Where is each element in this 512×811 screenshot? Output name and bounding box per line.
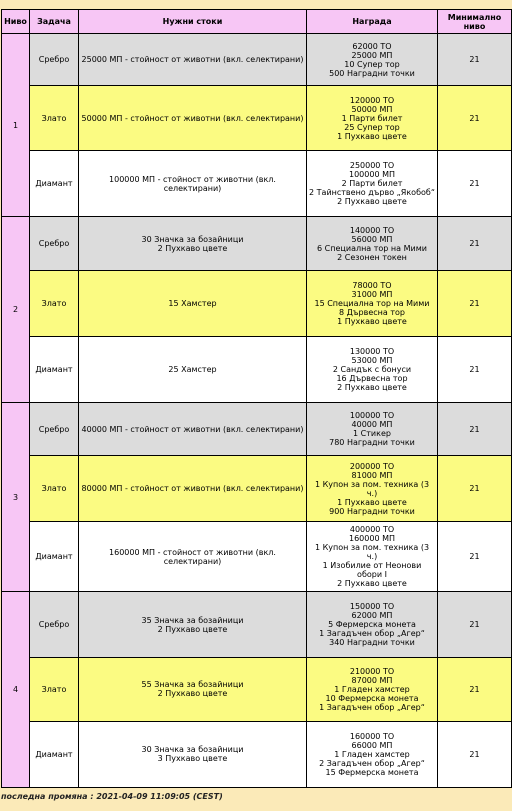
reward-line: 2 Сезонен токен: [337, 252, 407, 262]
reward-cell: [307, 34, 438, 86]
reward-cell: [307, 657, 438, 721]
reward-line: 160000 ТО: [349, 731, 395, 741]
header-min-level: Минимално ниво: [438, 10, 512, 34]
goods-line: 2 Пухкаво цвете: [157, 689, 228, 699]
reward-line: 1 Купон за пом. техника (3 ч.): [314, 479, 430, 498]
task-cell: Сребро: [30, 217, 79, 270]
reward-line: 31000 МП: [351, 289, 393, 299]
reward-line: 25000 МП: [351, 50, 393, 60]
header-goods: Нужни стоки: [79, 10, 307, 34]
reward-line: 1 Пухкаво цвете: [337, 497, 407, 507]
reward-line: 1 Стикер: [353, 429, 391, 439]
task-cell: Злато: [30, 657, 79, 721]
header-row: [2, 10, 512, 34]
goods-cell: [79, 34, 307, 86]
reward-line: 1 Парти билет: [341, 113, 403, 123]
goods-line: 55 Значка за бозайници: [141, 680, 244, 690]
task-cell: Злато: [30, 86, 79, 151]
reward-line: 340 Наградни точки: [329, 638, 415, 648]
reward-line: 900 Наградни точки: [329, 506, 415, 516]
table-row: [2, 592, 512, 657]
task-cell: Злато: [30, 270, 79, 336]
reward-line: 62000 МП: [351, 611, 393, 621]
reward-line: 1 Загадъчен обор „Агер“: [319, 629, 425, 639]
goods-line: 80000 МП - стойност от животни (вкл. селектирани): [81, 484, 304, 494]
goods-cell: [79, 657, 307, 721]
header-level: Ниво: [2, 10, 30, 34]
level-cell: 2: [2, 217, 30, 402]
quest-table: [1, 9, 512, 788]
min-level-cell: 21: [438, 456, 512, 522]
task-cell: Диамант: [30, 336, 79, 402]
min-level-cell: 21: [438, 721, 512, 787]
reward-line: 87000 МП: [351, 675, 393, 685]
goods-line: 30 Значка за бозайници: [141, 745, 244, 755]
table-row: [2, 721, 512, 787]
table-row: [2, 402, 512, 455]
goods-cell: [79, 217, 307, 270]
reward-line: 2 Пухкаво цвете: [337, 197, 407, 207]
table-row: [2, 456, 512, 522]
reward-line: 81000 МП: [351, 470, 393, 480]
table-row: [2, 34, 512, 86]
reward-cell: [307, 270, 438, 336]
table-body: [2, 34, 512, 788]
reward-line: 150000 ТО: [349, 602, 395, 612]
reward-line: 53000 МП: [351, 355, 393, 365]
reward-cell: [307, 402, 438, 455]
min-level-cell: 21: [438, 402, 512, 455]
goods-line: 25000 МП - стойност от животни (вкл. селектирани): [81, 55, 304, 65]
reward-line: 130000 ТО: [349, 346, 395, 356]
goods-line: 15 Хамстер: [168, 298, 217, 308]
goods-cell: [79, 456, 307, 522]
reward-line: 1 Пухкаво цвете: [337, 131, 407, 141]
reward-cell: [307, 217, 438, 270]
level-cell: 3: [2, 402, 30, 591]
goods-line: 40000 МП - стойност от животни (вкл. селектирани): [81, 424, 304, 434]
reward-line: 2 Парти билет: [341, 179, 403, 189]
reward-line: 780 Наградни точки: [329, 438, 415, 448]
reward-line: 50000 МП: [351, 104, 393, 114]
reward-line: 250000 ТО: [349, 161, 395, 171]
last-modified: последна промяна : 2021-04-09 11:09:05 (CEST): [1, 792, 223, 801]
task-cell: Диамант: [30, 151, 79, 217]
goods-cell: [79, 151, 307, 217]
task-cell: Диамант: [30, 721, 79, 787]
reward-line: 100000 МП: [349, 170, 395, 180]
goods-line: 160000 МП - стойност от животни (вкл. селектирани): [109, 547, 276, 566]
table-row: [2, 522, 512, 592]
reward-line: 16 Дървесна тор: [336, 373, 408, 383]
table-row: [2, 270, 512, 336]
reward-line: 2 Пухкаво цвете: [337, 579, 407, 589]
header-reward: Награда: [307, 10, 438, 34]
reward-line: 1 Пухкаво цвете: [337, 316, 407, 326]
goods-line: 35 Значка за бозайници: [141, 615, 244, 625]
reward-cell: [307, 522, 438, 592]
task-cell: Диамант: [30, 522, 79, 592]
reward-line: 66000 МП: [351, 740, 393, 750]
header-task: Задача: [30, 10, 79, 34]
reward-cell: [307, 336, 438, 402]
reward-cell: [307, 721, 438, 787]
task-cell: Сребро: [30, 34, 79, 86]
reward-line: 120000 ТО: [349, 95, 395, 105]
min-level-cell: 21: [438, 34, 512, 86]
min-level-cell: 21: [438, 522, 512, 592]
min-level-cell: 21: [438, 657, 512, 721]
reward-cell: [307, 86, 438, 151]
goods-cell: [79, 402, 307, 455]
min-level-cell: 21: [438, 86, 512, 151]
reward-line: 15 Специална тор на Мими: [314, 298, 430, 308]
min-level-cell: 21: [438, 217, 512, 270]
reward-cell: [307, 151, 438, 217]
task-cell: Сребро: [30, 402, 79, 455]
reward-line: 2 Сандък с бонуси: [332, 364, 412, 374]
min-level-cell: 21: [438, 151, 512, 217]
table-row: [2, 86, 512, 151]
goods-line: 30 Значка за бозайници: [141, 234, 244, 244]
goods-line: 2 Пухкаво цвете: [157, 624, 228, 634]
min-level-cell: 21: [438, 592, 512, 657]
reward-line: 400000 ТО: [349, 525, 395, 535]
reward-line: 10 Супер тор: [344, 59, 400, 69]
goods-cell: [79, 592, 307, 657]
goods-line: 2 Пухкаво цвете: [157, 243, 228, 253]
reward-line: 100000 ТО: [349, 411, 395, 421]
reward-line: 62000 ТО: [352, 41, 392, 51]
reward-line: 200000 ТО: [349, 461, 395, 471]
task-cell: Сребро: [30, 592, 79, 657]
reward-line: 140000 ТО: [349, 225, 395, 235]
reward-line: 78000 ТО: [352, 280, 392, 290]
reward-line: 40000 МП: [351, 420, 393, 430]
reward-line: 8 Дървесна тор: [339, 307, 405, 317]
reward-line: 1 Купон за пом. техника (3 ч.): [314, 543, 430, 562]
reward-line: 2 Тайнствено дърво „Якобоб“: [309, 188, 435, 198]
goods-cell: [79, 86, 307, 151]
min-level-cell: 21: [438, 336, 512, 402]
reward-line: 5 Фермерска монета: [328, 620, 416, 630]
reward-line: 1 Загадъчен обор „Агер“: [319, 702, 425, 712]
goods-cell: [79, 270, 307, 336]
goods-cell: [79, 721, 307, 787]
reward-line: 2 Пухкаво цвете: [337, 382, 407, 392]
table-row: [2, 657, 512, 721]
goods-line: 25 Хамстер: [168, 364, 217, 374]
reward-line: 15 Фермерска монета: [325, 767, 419, 777]
reward-line: 25 Супер тор: [344, 122, 400, 132]
table-row: [2, 217, 512, 270]
reward-line: 10 Фермерска монета: [325, 693, 419, 703]
goods-cell: [79, 522, 307, 592]
reward-line: 1 Изобилие от Неонови обори I: [322, 561, 422, 580]
reward-line: 160000 МП: [349, 534, 395, 544]
goods-line: 3 Пухкаво цвете: [157, 754, 228, 764]
task-cell: Злато: [30, 456, 79, 522]
goods-cell: [79, 336, 307, 402]
reward-line: 210000 ТО: [349, 666, 395, 676]
goods-line: 100000 МП - стойност от животни (вкл. селектирани): [109, 174, 276, 193]
reward-cell: [307, 456, 438, 522]
table-row: [2, 151, 512, 217]
reward-line: 500 Наградни точки: [329, 68, 415, 78]
reward-cell: [307, 592, 438, 657]
table-row: [2, 336, 512, 402]
level-cell: 1: [2, 34, 30, 217]
reward-line: 1 Гладен хамстер: [334, 749, 410, 759]
min-level-cell: 21: [438, 270, 512, 336]
reward-line: 2 Загадъчен обор „Агер“: [319, 758, 425, 768]
reward-line: 1 Гладен хамстер: [334, 684, 410, 694]
level-cell: 4: [2, 592, 30, 788]
goods-line: 50000 МП - стойност от животни (вкл. селектирани): [81, 113, 304, 123]
reward-line: 6 Специална тор на Мими: [317, 243, 427, 253]
reward-line: 56000 МП: [351, 234, 393, 244]
